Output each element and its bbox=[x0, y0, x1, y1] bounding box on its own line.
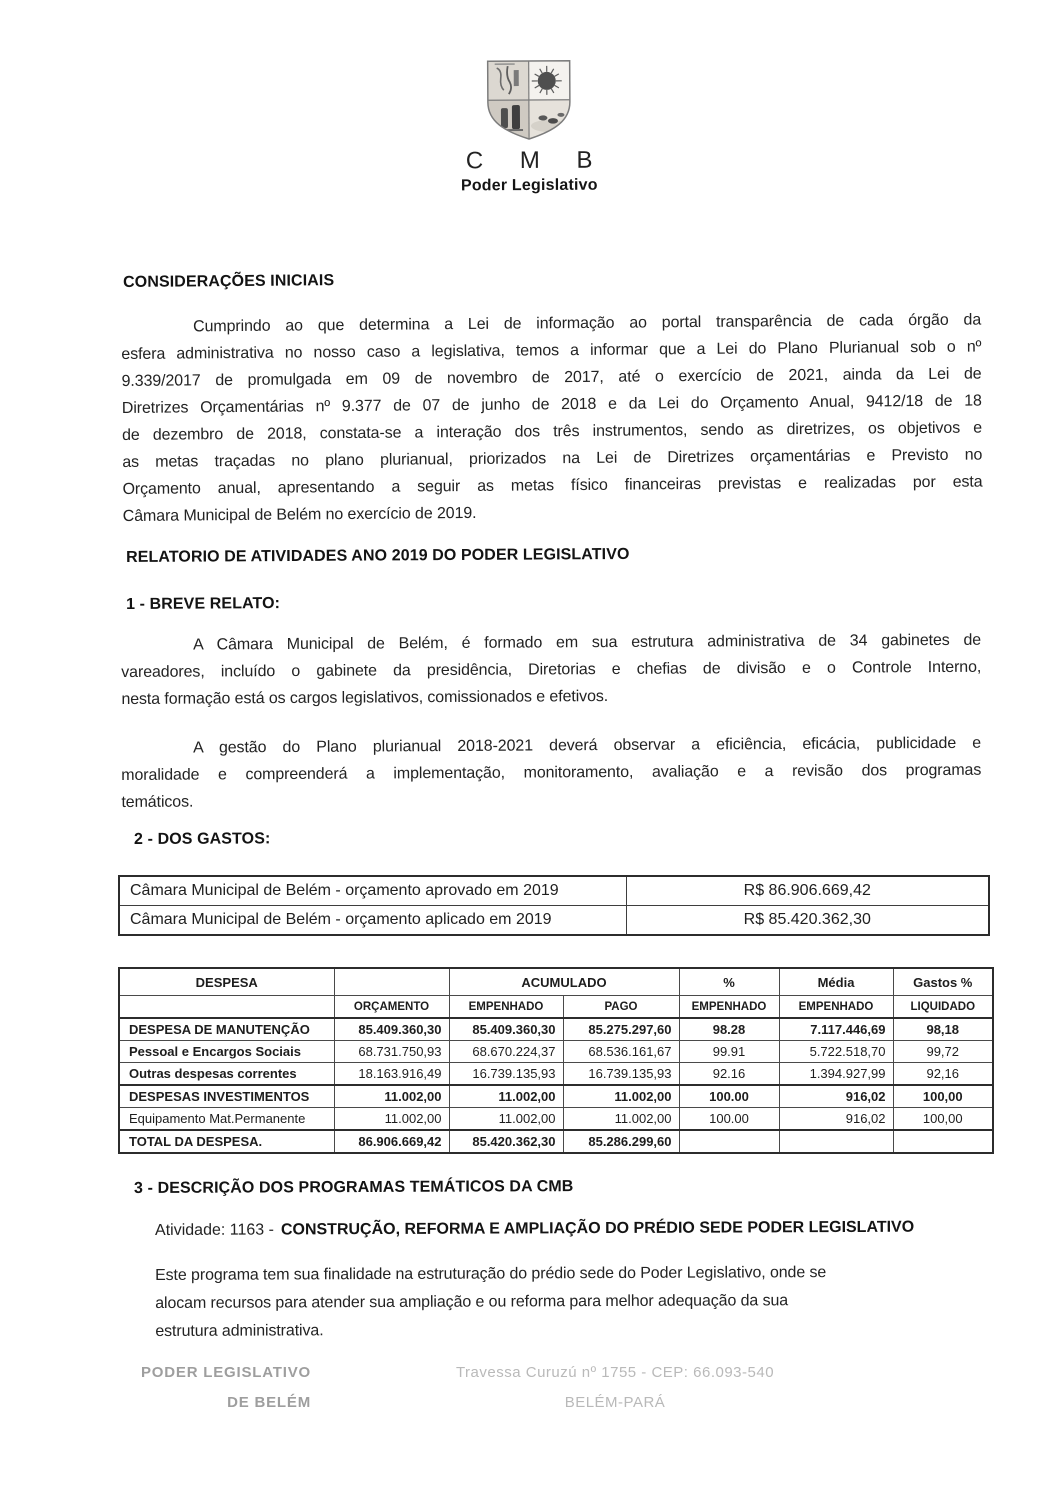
expense-orcamento: 68.731.750,93 bbox=[334, 1041, 449, 1063]
expense-row bbox=[119, 1018, 993, 1041]
col-header-media: Média bbox=[779, 968, 893, 996]
expense-empenhado: 68.670.224,37 bbox=[449, 1041, 563, 1063]
expense-label: Outras despesas correntes bbox=[119, 1063, 334, 1086]
expense-empenhado: 85.409.360,30 bbox=[449, 1018, 563, 1041]
expense-media: 5.722.518,70 bbox=[779, 1041, 893, 1063]
text-line: Cumprindo ao que determina a Lei de informação ao portal transparência de cada órgão da bbox=[193, 311, 982, 336]
col-header-acumulado: ACUMULADO bbox=[449, 968, 679, 996]
text-line: esfera administrativa no nosso caso a legislativa, temos a informar que a Lei do Plano Plurianual sob o nº bbox=[121, 338, 982, 363]
expense-pago: 16.739.135,93 bbox=[563, 1063, 679, 1086]
paragraph-breve-relato-2 bbox=[121, 730, 981, 816]
expense-pago: 85.286.299,60 bbox=[563, 1130, 679, 1153]
footer-address-line: Travessa Curuzú nº 1755 - CEP: 66.093-540 bbox=[455, 1364, 775, 1381]
expense-media: 916,02 bbox=[779, 1108, 893, 1131]
expense-media: 7.117.446,69 bbox=[779, 1018, 893, 1041]
org-acronym: C M B bbox=[465, 146, 608, 175]
budget-label: Câmara Municipal de Belém - orçamento aplicado em 2019 bbox=[119, 906, 626, 936]
expense-header-row-2 bbox=[119, 996, 993, 1019]
expense-row bbox=[119, 1063, 993, 1086]
text-line: A Câmara Municipal de Belém, é formado em sua estrutura administrativa de 34 gabinetes de bbox=[193, 631, 982, 654]
section-title-consideracoes: CONSIDERAÇÕES INICIAIS bbox=[123, 272, 335, 291]
expense-pago: 68.536.161,67 bbox=[563, 1041, 679, 1063]
atividade-line bbox=[155, 1219, 914, 1240]
footer-org-block bbox=[133, 1358, 311, 1418]
expense-pago: 11.002,00 bbox=[563, 1085, 679, 1108]
col-header-despesa: DESPESA bbox=[119, 968, 334, 996]
expense-table bbox=[118, 967, 994, 1154]
expense-orcamento: 86.906.669,42 bbox=[334, 1130, 449, 1153]
expense-pct bbox=[679, 1130, 779, 1153]
coat-of-arms-icon bbox=[481, 56, 577, 145]
expense-gastos: 100,00 bbox=[893, 1108, 993, 1131]
expense-empenhado: 16.739.135,93 bbox=[449, 1063, 563, 1086]
expense-pct: 99.91 bbox=[679, 1041, 779, 1063]
expense-empenhado: 11.002,00 bbox=[449, 1108, 563, 1131]
expense-label: Equipamento Mat.Permanente bbox=[119, 1108, 334, 1131]
expense-orcamento: 85.409.360,30 bbox=[334, 1018, 449, 1041]
expense-empenhado: 11.002,00 bbox=[449, 1085, 563, 1108]
text-line: estrutura administrativa. bbox=[155, 1322, 324, 1340]
org-subtitle: Poder Legislativo bbox=[460, 176, 598, 195]
expense-label: DESPESA DE MANUTENÇÃO bbox=[119, 1018, 334, 1041]
budget-row bbox=[119, 906, 989, 936]
subheader-liquidado: LIQUIDADO bbox=[893, 996, 993, 1019]
section-title-programas: 3 - DESCRIÇÃO DOS PROGRAMAS TEMÁTICOS DA CMB bbox=[134, 1178, 574, 1197]
paragraph-consideracoes bbox=[121, 306, 983, 529]
expense-pct: 100.00 bbox=[679, 1085, 779, 1108]
text-line: Diretrizes Orçamentárias nº 9.377 de 07 de junho de 2018 e da Lei do Orçamento Anual, 9412/18 de 18 bbox=[121, 392, 982, 417]
subheader-empenhado: EMPENHADO bbox=[449, 996, 563, 1019]
expense-orcamento: 11.002,00 bbox=[334, 1085, 449, 1108]
expense-gastos: 98,18 bbox=[893, 1018, 993, 1041]
expense-gastos bbox=[893, 1130, 993, 1153]
expense-label: DESPESAS INVESTIMENTOS bbox=[119, 1085, 334, 1108]
expense-empenhado: 85.420.362,30 bbox=[449, 1130, 563, 1153]
budget-value: R$ 85.420.362,30 bbox=[626, 906, 989, 936]
subheader-blank bbox=[119, 996, 334, 1019]
atividade-label: Atividade: 1163 - bbox=[155, 1221, 274, 1239]
footer-city-line: BELÉM-PARÁ bbox=[564, 1394, 666, 1411]
expense-media: 1.394.927,99 bbox=[779, 1063, 893, 1086]
budget-label: Câmara Municipal de Belém - orçamento aprovado em 2019 bbox=[119, 876, 626, 906]
subheader-orcamento: ORÇAMENTO bbox=[334, 996, 449, 1019]
expense-total-row bbox=[119, 1130, 993, 1153]
text-line: moralidade e compreenderá a implementação, monitoramento, avaliação e a revisão dos programas bbox=[121, 761, 982, 784]
expense-pct: 92.16 bbox=[679, 1063, 779, 1086]
expense-gastos: 92,16 bbox=[893, 1063, 993, 1086]
footer-org-line2: DE BELÉM bbox=[227, 1394, 311, 1411]
text-line: Câmara Municipal de Belém no exercício de 2019. bbox=[122, 504, 477, 525]
expense-row bbox=[119, 1041, 993, 1063]
expense-row bbox=[119, 1085, 993, 1108]
text-line: alocam recursos para atender sua ampliação e ou reforma para melhor adequação da sua bbox=[155, 1292, 789, 1312]
subheader-media-empenhado: EMPENHADO bbox=[779, 996, 893, 1019]
expense-row bbox=[119, 1108, 993, 1131]
paragraph-programa bbox=[155, 1259, 955, 1346]
expense-header-row-1 bbox=[119, 968, 993, 996]
expense-media: 916,02 bbox=[779, 1085, 893, 1108]
text-line: 9.339/2017 de promulgada em 09 de novembro de 2017, até o exercício de 2021, ainda da Lei de bbox=[121, 365, 982, 390]
atividade-name: CONSTRUÇÃO, REFORMA E AMPLIAÇÃO DO PRÉDIO SEDE PODER LEGISLATIVO bbox=[280, 1218, 915, 1239]
expense-pago: 11.002,00 bbox=[563, 1108, 679, 1131]
subheader-pct-empenhado: EMPENHADO bbox=[679, 996, 779, 1019]
text-line: A gestão do Plano plurianual 2018-2021 deverá observar a eficiência, eficácia, publicidade e bbox=[193, 734, 982, 757]
budget-row bbox=[119, 876, 989, 906]
expense-gastos: 99,72 bbox=[893, 1041, 993, 1063]
paragraph-breve-relato-1 bbox=[121, 627, 981, 713]
text-line: Este programa tem sua finalidade na estruturação do prédio sede do Poder Legislativo, onde se bbox=[155, 1264, 827, 1284]
text-line: as metas traçadas no plano plurianual, priorizados na Lei de Diretrizes orçamentárias e Previsto no bbox=[122, 446, 983, 471]
text-line: temáticos. bbox=[121, 793, 194, 811]
text-line: Orçamento anual, apresentando a seguir as metas físico financeiras previstas e realizadas por esta bbox=[122, 473, 983, 498]
expense-label: TOTAL DA DESPESA. bbox=[119, 1130, 334, 1153]
footer-address-block bbox=[415, 1358, 815, 1418]
col-header-pct: % bbox=[679, 968, 779, 996]
section-title-relatorio: RELATORIO DE ATIVIDADES ANO 2019 DO PODER LEGISLATIVO bbox=[126, 545, 630, 566]
expense-pct: 98.28 bbox=[679, 1018, 779, 1041]
expense-orcamento: 11.002,00 bbox=[334, 1108, 449, 1131]
text-line: nesta formação está os cargos legislativos, comissionados e efetivos. bbox=[121, 688, 609, 708]
section-title-dos-gastos: 2 - DOS GASTOS: bbox=[134, 830, 271, 848]
text-line: vareadores, incluído o gabinete da presidência, Diretorias e chefias de divisão e o Controle Interno, bbox=[121, 658, 982, 681]
col-header-blank bbox=[334, 968, 449, 996]
expense-media bbox=[779, 1130, 893, 1153]
footer-org-line1: PODER LEGISLATIVO bbox=[140, 1364, 311, 1381]
expense-orcamento: 18.163.916,49 bbox=[334, 1063, 449, 1086]
expense-pct: 100.00 bbox=[679, 1108, 779, 1131]
subheader-pago: PAGO bbox=[563, 996, 679, 1019]
section-title-breve-relato: 1 - BREVE RELATO: bbox=[126, 595, 281, 613]
expense-pago: 85.275.297,60 bbox=[563, 1018, 679, 1041]
budget-summary-table bbox=[118, 875, 990, 936]
document-header bbox=[0, 53, 1058, 198]
budget-value: R$ 86.906.669,42 bbox=[626, 876, 989, 906]
expense-label: Pessoal e Encargos Sociais bbox=[119, 1041, 334, 1063]
expense-gastos: 100,00 bbox=[893, 1085, 993, 1108]
text-line: de dezembro de 2018, constata-se a interação dos três instrumentos, sendo as diretrizes, os objetivos e bbox=[121, 419, 983, 444]
col-header-gastos: Gastos % bbox=[893, 968, 993, 996]
